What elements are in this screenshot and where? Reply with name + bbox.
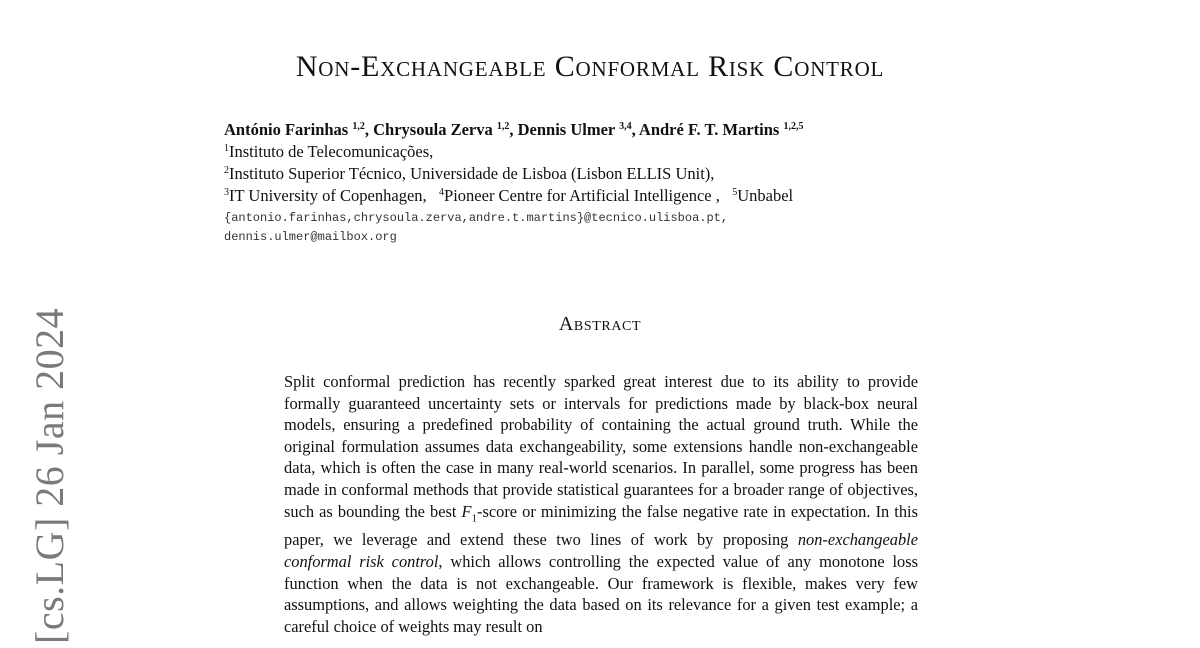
abstract-text-part: -score or minimizing the false negative rate in expectation. In this paper, we leverage and extend these two lines of work by proposing (284, 501, 918, 550)
affiliation-marker: 5 (732, 187, 738, 198)
math-subscript: 1 (471, 511, 478, 524)
affiliation-text: IT University of Copenhagen, (229, 186, 427, 205)
affiliation-marker: 2 (224, 165, 229, 176)
abstract-text (284, 371, 918, 637)
author-emails (224, 209, 984, 247)
author-affiliation-marker: 1,2,5 (783, 121, 804, 132)
email-line: dennis.ulmer@mailbox.org (224, 230, 397, 244)
affiliation-text: Unbabel (737, 186, 794, 205)
abstract-emphasis: non-exchangeable conformal risk control (284, 530, 918, 572)
author-name: António Farinhas (224, 120, 349, 139)
abstract-heading: Abstract (558, 313, 642, 335)
email-line: {antonio.farinhas,chrysoula.zerva,andre.t.martins}@tecnico.ulisboa.pt, (224, 211, 729, 225)
affiliation-text: Instituto de Telecomunicações, (229, 142, 434, 161)
abstract-text-part: Split conformal prediction has recently sparked great interest due to its ability to provide formally guaranteed uncertainty sets or intervals for predictions made by black-box neural models, ensuring a predefined probability of containing the actual ground truth. While the original formulation assumes data exchangeability, some extensions handle non-exchangeable data, which is often the case in many real-world scenarios. In parallel, some progress has been made in conformal methods that provide statistical guarantees for a broader range of objectives, such as bounding the best (284, 372, 918, 521)
math-variable: F (461, 501, 472, 521)
author-affiliation-marker: 3,4 (619, 121, 632, 132)
affiliation-text: Pioneer Centre for Artificial Intelligence , (444, 186, 720, 205)
affiliation-marker: 1 (224, 143, 229, 154)
author-list: António Farinhas $^{1,2}$, Chrysoula Zerva $^{1,2}$, Dennis Ulmer $^{3,4}$, André F. T. Martins $^{1,2,5}$ (224, 120, 804, 139)
author-affiliation-marker: 1,2 (352, 121, 365, 132)
arxiv-side-stamp: [cs.LG] 26 Jan 2024 (27, 307, 72, 644)
affiliation-line (224, 163, 984, 185)
abstract-text-part: , which allows controlling the expected value of any monotone loss function when the data is not exchangeable. Our framework is flexible, makes very few assumptions, and allows weighting the data based on its relevance for a given test example; a careful choice of weights may result on (284, 552, 918, 636)
affiliation-marker: 4 (439, 187, 445, 198)
author-name: Dennis Ulmer (517, 120, 615, 139)
author-name: Chrysoula Zerva (373, 120, 493, 139)
paper-title: Non-Exchangeable Conformal Risk Control (295, 50, 885, 83)
author-affiliation-marker: 1,2 (496, 121, 510, 132)
affiliation-marker: 3 (224, 187, 229, 198)
affiliation-line (224, 185, 984, 207)
affiliation-text: Instituto Superior Técnico, Universidade de Lisboa (Lisbon ELLIS Unit), (229, 164, 715, 183)
author-name: André F. T. Martins (638, 120, 780, 139)
author-block (224, 119, 984, 247)
affiliation-line (224, 141, 984, 163)
